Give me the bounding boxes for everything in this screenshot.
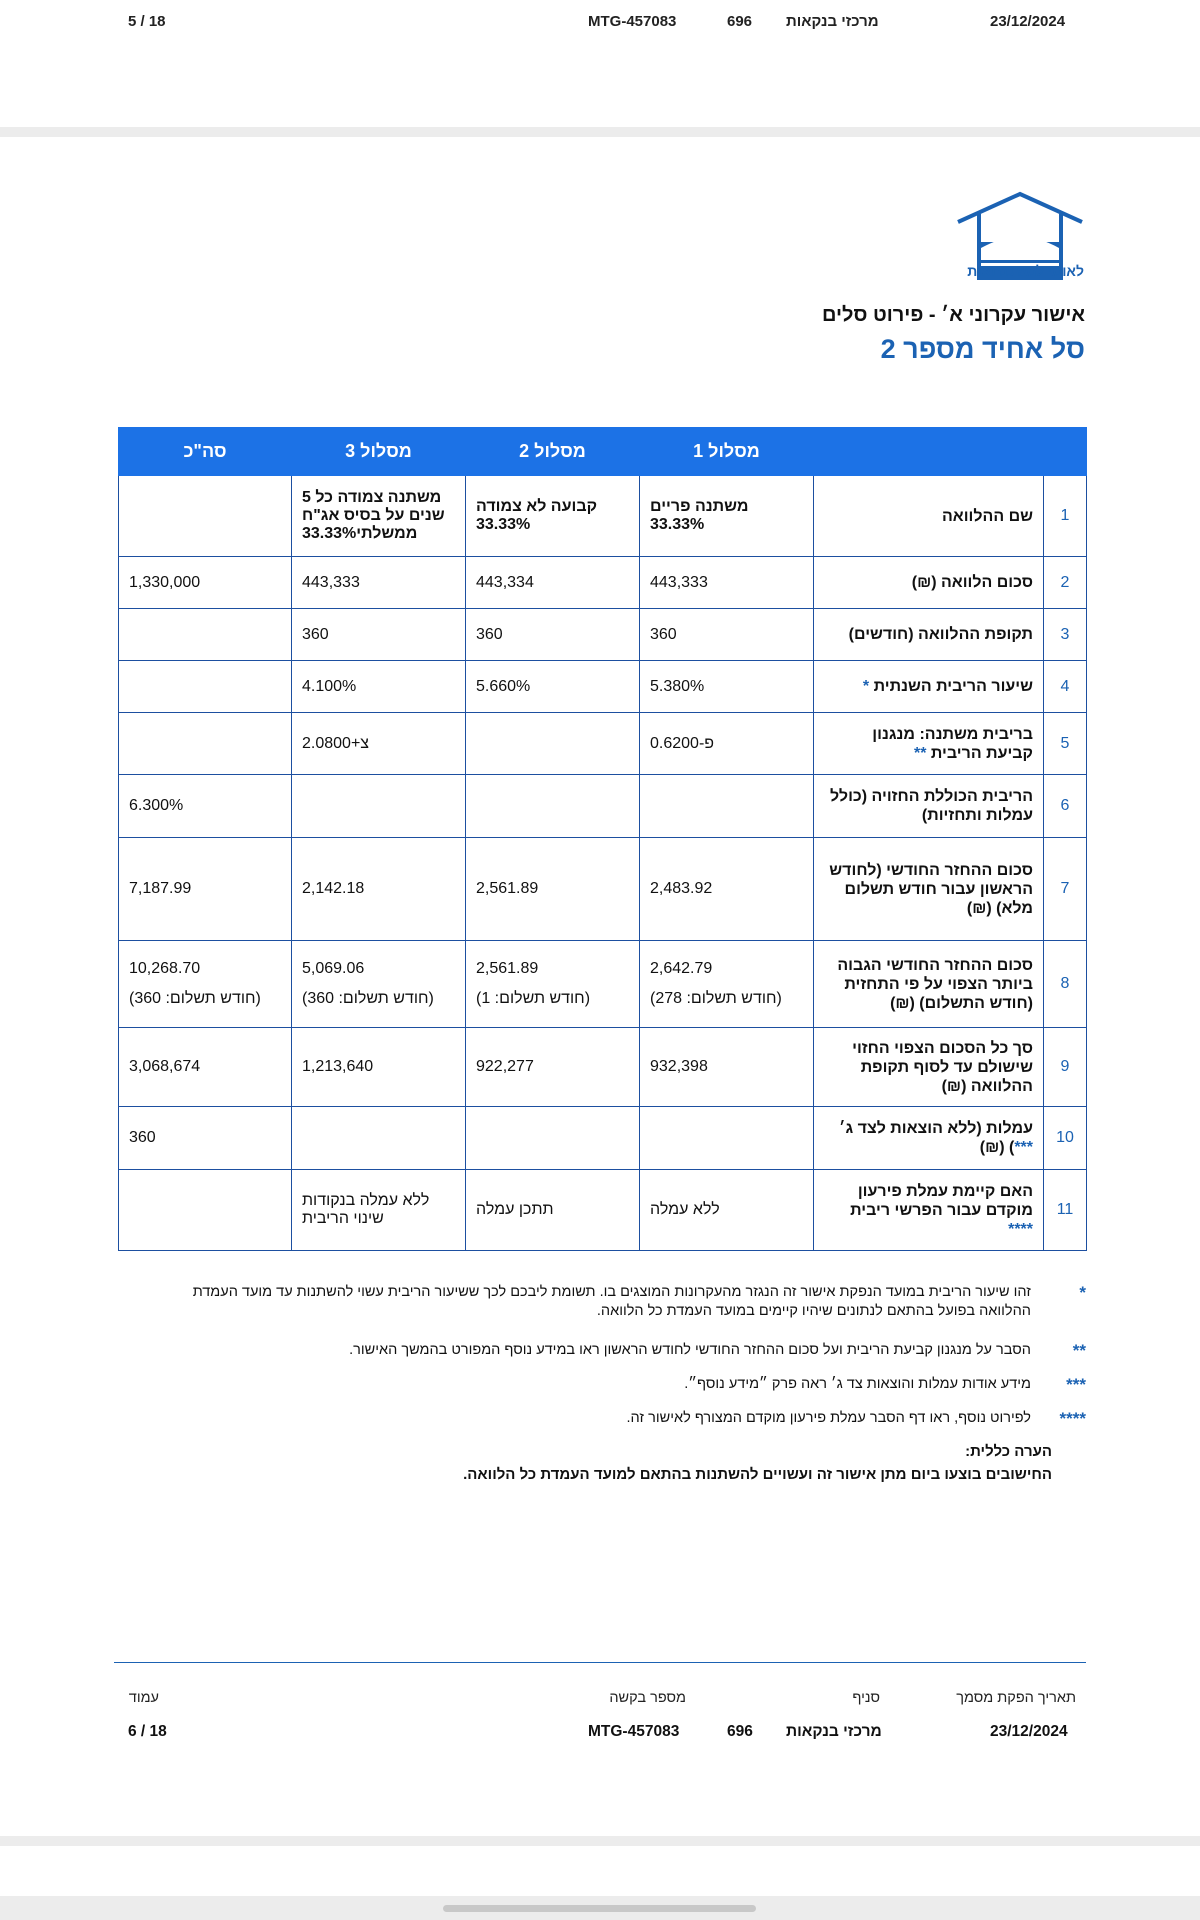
cell-track-2: תתכן עמלה (466, 1170, 640, 1251)
footnote-marker: *** (1014, 1139, 1033, 1156)
top-request-number: MTG-457083 (588, 13, 677, 30)
cell-track-2 (466, 713, 640, 775)
table-row (119, 609, 1087, 661)
cell-track-2 (466, 775, 640, 838)
cell-track-1: 5.380% (640, 661, 814, 713)
general-note-title: הערה כללית: (965, 1443, 1052, 1460)
header-track-3: מסלול 3 (292, 428, 466, 476)
cell-total: 1,330,000 (119, 557, 292, 609)
footer-label-request: מספר בקשה (609, 1690, 686, 1706)
footer-page-number: 6 / 18 (128, 1723, 167, 1740)
footnote-text: הסבר על מנגנון קביעת הריבית ועל סכום ההחזר החודשי לחודש הראשון ראו במידע נוסף המפורט בהמשך האישור. (349, 1342, 1031, 1358)
row-number: 9 (1044, 1028, 1087, 1107)
logo-text: לאומי למשכנתאות (967, 263, 1084, 279)
row-number: 11 (1044, 1170, 1087, 1251)
cell-track-1: 360 (640, 609, 814, 661)
footer-branch-number: 696 (727, 1723, 753, 1740)
footnote-marker: **** (1008, 1220, 1033, 1238)
table-row (119, 476, 1087, 557)
cell-track-2: קבועה לא צמודה 33.33% (466, 476, 640, 557)
header-label (814, 428, 1044, 476)
row-label: הריבית הכוללת החזויה (כולל עמלות ותחזיות) (814, 775, 1044, 838)
row-number: 10 (1044, 1107, 1087, 1170)
cell-value: 2,642.79 (650, 960, 713, 977)
cell-track-1 (640, 775, 814, 838)
page-separator (0, 1836, 1200, 1846)
footnote-marker: * (862, 678, 870, 695)
row-label: סכום ההחזר החודשי הגבוה ביותר הצפוי על פי התחזית (חודש התשלום) (₪) (814, 941, 1044, 1028)
table-row (119, 661, 1087, 713)
loan-basket-table (118, 427, 1087, 1251)
row-label: סכום ההחזר החודשי (לחודש הראשון עבור חודש תשלום מלא) (₪) (814, 838, 1044, 941)
footer-date: 23/12/2024 (990, 1723, 1068, 1740)
header-num (1044, 428, 1087, 476)
cell-track-1 (640, 941, 814, 1028)
footnote-text: לפירוט נוסף, ראו דף הסבר עמלת פירעון מוקדם המצורף לאישור זה. (626, 1410, 1031, 1426)
cell-total: 3,068,674 (119, 1028, 292, 1107)
top-branch-name: מרכזי בנקאות (786, 13, 879, 30)
cell-track-2 (466, 1107, 640, 1170)
cell-total (119, 609, 292, 661)
cell-track-1: פ-0.6200 (640, 713, 814, 775)
row-label: סך כל הסכום הצפוי החזוי שישולם עד לסוף תקופת ההלוואה (₪) (814, 1028, 1044, 1107)
cell-payment-month: (חודש תשלום: 1) (476, 990, 591, 1007)
cell-total: 360 (119, 1107, 292, 1170)
cell-value: 10,268.70 (129, 960, 201, 977)
cell-payment-month: (חודש תשלום: 278) (650, 990, 782, 1007)
top-branch-number: 696 (727, 13, 753, 30)
general-note-text: החישובים בוצעו ביום מתן אישור זה ועשויים להשתנות בהתאם למועד העמדת כל הלוואה. (463, 1466, 1052, 1483)
row-label: סכום הלוואה (₪) (814, 557, 1044, 609)
table-row (119, 1170, 1087, 1251)
cell-track-2: 360 (466, 609, 640, 661)
page-subtitle: סל אחיד מספר 2 (880, 334, 1085, 364)
row-label-text: האם קיימת עמלת פירעון מוקדם עבור הפרשי ריבית (850, 1182, 1033, 1219)
footnote-marker: ** (913, 744, 927, 762)
table-row (119, 775, 1087, 838)
page-title: אישור עקרוני א׳ - פירוט סלים (821, 304, 1085, 326)
table-header-row (119, 428, 1087, 476)
cell-track-1: 2,483.92 (640, 838, 814, 941)
table-row (119, 557, 1087, 609)
cell-track-3: משתנה צמודה כל 5 שנים על בסיס אג"ח ממשלתי33.33% (292, 476, 466, 557)
cell-value: 2,561.89 (476, 960, 539, 977)
row-label: תקופת ההלוואה (חודשים) (814, 609, 1044, 661)
cell-total (119, 476, 292, 557)
row-number: 4 (1044, 661, 1087, 713)
cell-total (119, 713, 292, 775)
footnote-text: זהו שיעור הריבית במועד הנפקת אישור זה הנגזר מהעקרונות המוצגים בו. תשומת ליבכם לכך ששיעור הריבית עשוי להשתנות עד מועד העמדת ההלוואה בפועל בהתאם לנתונים שיהיו קיימים במועד העמדת כל הלוואה. (192, 1284, 1031, 1319)
row-number: 5 (1044, 713, 1087, 775)
table-row (119, 1028, 1087, 1107)
footer-divider (114, 1662, 1086, 1663)
cell-total: 6.300% (119, 775, 292, 838)
cell-track-3: 4.100% (292, 661, 466, 713)
footnote-mark: * (1079, 1283, 1086, 1302)
cell-track-3 (292, 941, 466, 1028)
cell-track-3 (292, 775, 466, 838)
cell-track-3: 1,213,640 (292, 1028, 466, 1107)
cell-payment-month: (חודש תשלום: 360) (129, 990, 261, 1007)
cell-track-1: משתנה פריים 33.33% (640, 476, 814, 557)
row-label (814, 661, 1044, 713)
header-track-2: מסלול 2 (466, 428, 640, 476)
footer-label-branch: סניף (852, 1690, 880, 1706)
row-label-text: עמלות (ללא הוצאות לצד ג׳ (839, 1120, 1033, 1137)
footnote-mark: ** (1072, 1341, 1086, 1360)
cell-track-1 (640, 1107, 814, 1170)
row-label (814, 1170, 1044, 1251)
row-number: 2 (1044, 557, 1087, 609)
cell-track-2 (466, 941, 640, 1028)
row-number: 1 (1044, 476, 1087, 557)
cell-track-2: 922,277 (466, 1028, 640, 1107)
cell-track-1: 443,333 (640, 557, 814, 609)
cell-track-2: 443,334 (466, 557, 640, 609)
cell-track-2: 2,561.89 (466, 838, 640, 941)
table-row (119, 838, 1087, 941)
page-separator (0, 127, 1200, 137)
cell-track-3: 443,333 (292, 557, 466, 609)
scroll-indicator[interactable] (443, 1905, 756, 1912)
header-total: סה"כ (119, 428, 292, 476)
cell-track-1: ללא עמלה (640, 1170, 814, 1251)
footnote-mark: *** (1066, 1375, 1086, 1394)
row-label-text: בריבית משתנה: מנגנון קביעת הריבית (872, 725, 1033, 762)
footnote-text: מידע אודות עמלות והוצאות צד ג׳ ראה פרק ״מידע נוסף״. (684, 1376, 1031, 1392)
cell-total (119, 1170, 292, 1251)
footer-branch-name: מרכזי בנקאות (786, 1723, 882, 1740)
cell-track-3: 360 (292, 609, 466, 661)
top-date: 23/12/2024 (990, 13, 1066, 30)
cell-total (119, 941, 292, 1028)
table-row (119, 1107, 1087, 1170)
footer-label-date: תאריך הפקת מסמך (956, 1690, 1076, 1706)
row-label: שם ההלוואה (814, 476, 1044, 557)
cell-track-3 (292, 1107, 466, 1170)
top-page-number: 5 / 18 (128, 13, 166, 30)
cell-track-3: 2,142.18 (292, 838, 466, 941)
cell-track-3: ללא עמלה בנקודות שינוי הריבית (292, 1170, 466, 1251)
cell-track-1: 932,398 (640, 1028, 814, 1107)
table-row (119, 941, 1087, 1028)
cell-value: 5,069.06 (302, 960, 365, 977)
footer-label-page: עמוד (128, 1690, 159, 1706)
cell-payment-month: (חודש תשלום: 360) (302, 990, 434, 1007)
footnote-mark: **** (1059, 1409, 1086, 1428)
row-number: 3 (1044, 609, 1087, 661)
cell-total (119, 661, 292, 713)
row-label-tail: ) (₪) (979, 1139, 1015, 1156)
row-number: 7 (1044, 838, 1087, 941)
header-track-1: מסלול 1 (640, 428, 814, 476)
row-label (814, 1107, 1044, 1170)
cell-total: 7,187.99 (119, 838, 292, 941)
row-label (814, 713, 1044, 775)
row-label-text: שיעור הריבית השנתית (873, 678, 1033, 695)
row-number: 6 (1044, 775, 1087, 838)
footer-request-number: MTG-457083 (588, 1723, 680, 1740)
cell-track-3: צ+2.0800 (292, 713, 466, 775)
row-number: 8 (1044, 941, 1087, 1028)
table-row (119, 713, 1087, 775)
cell-track-2: 5.660% (466, 661, 640, 713)
